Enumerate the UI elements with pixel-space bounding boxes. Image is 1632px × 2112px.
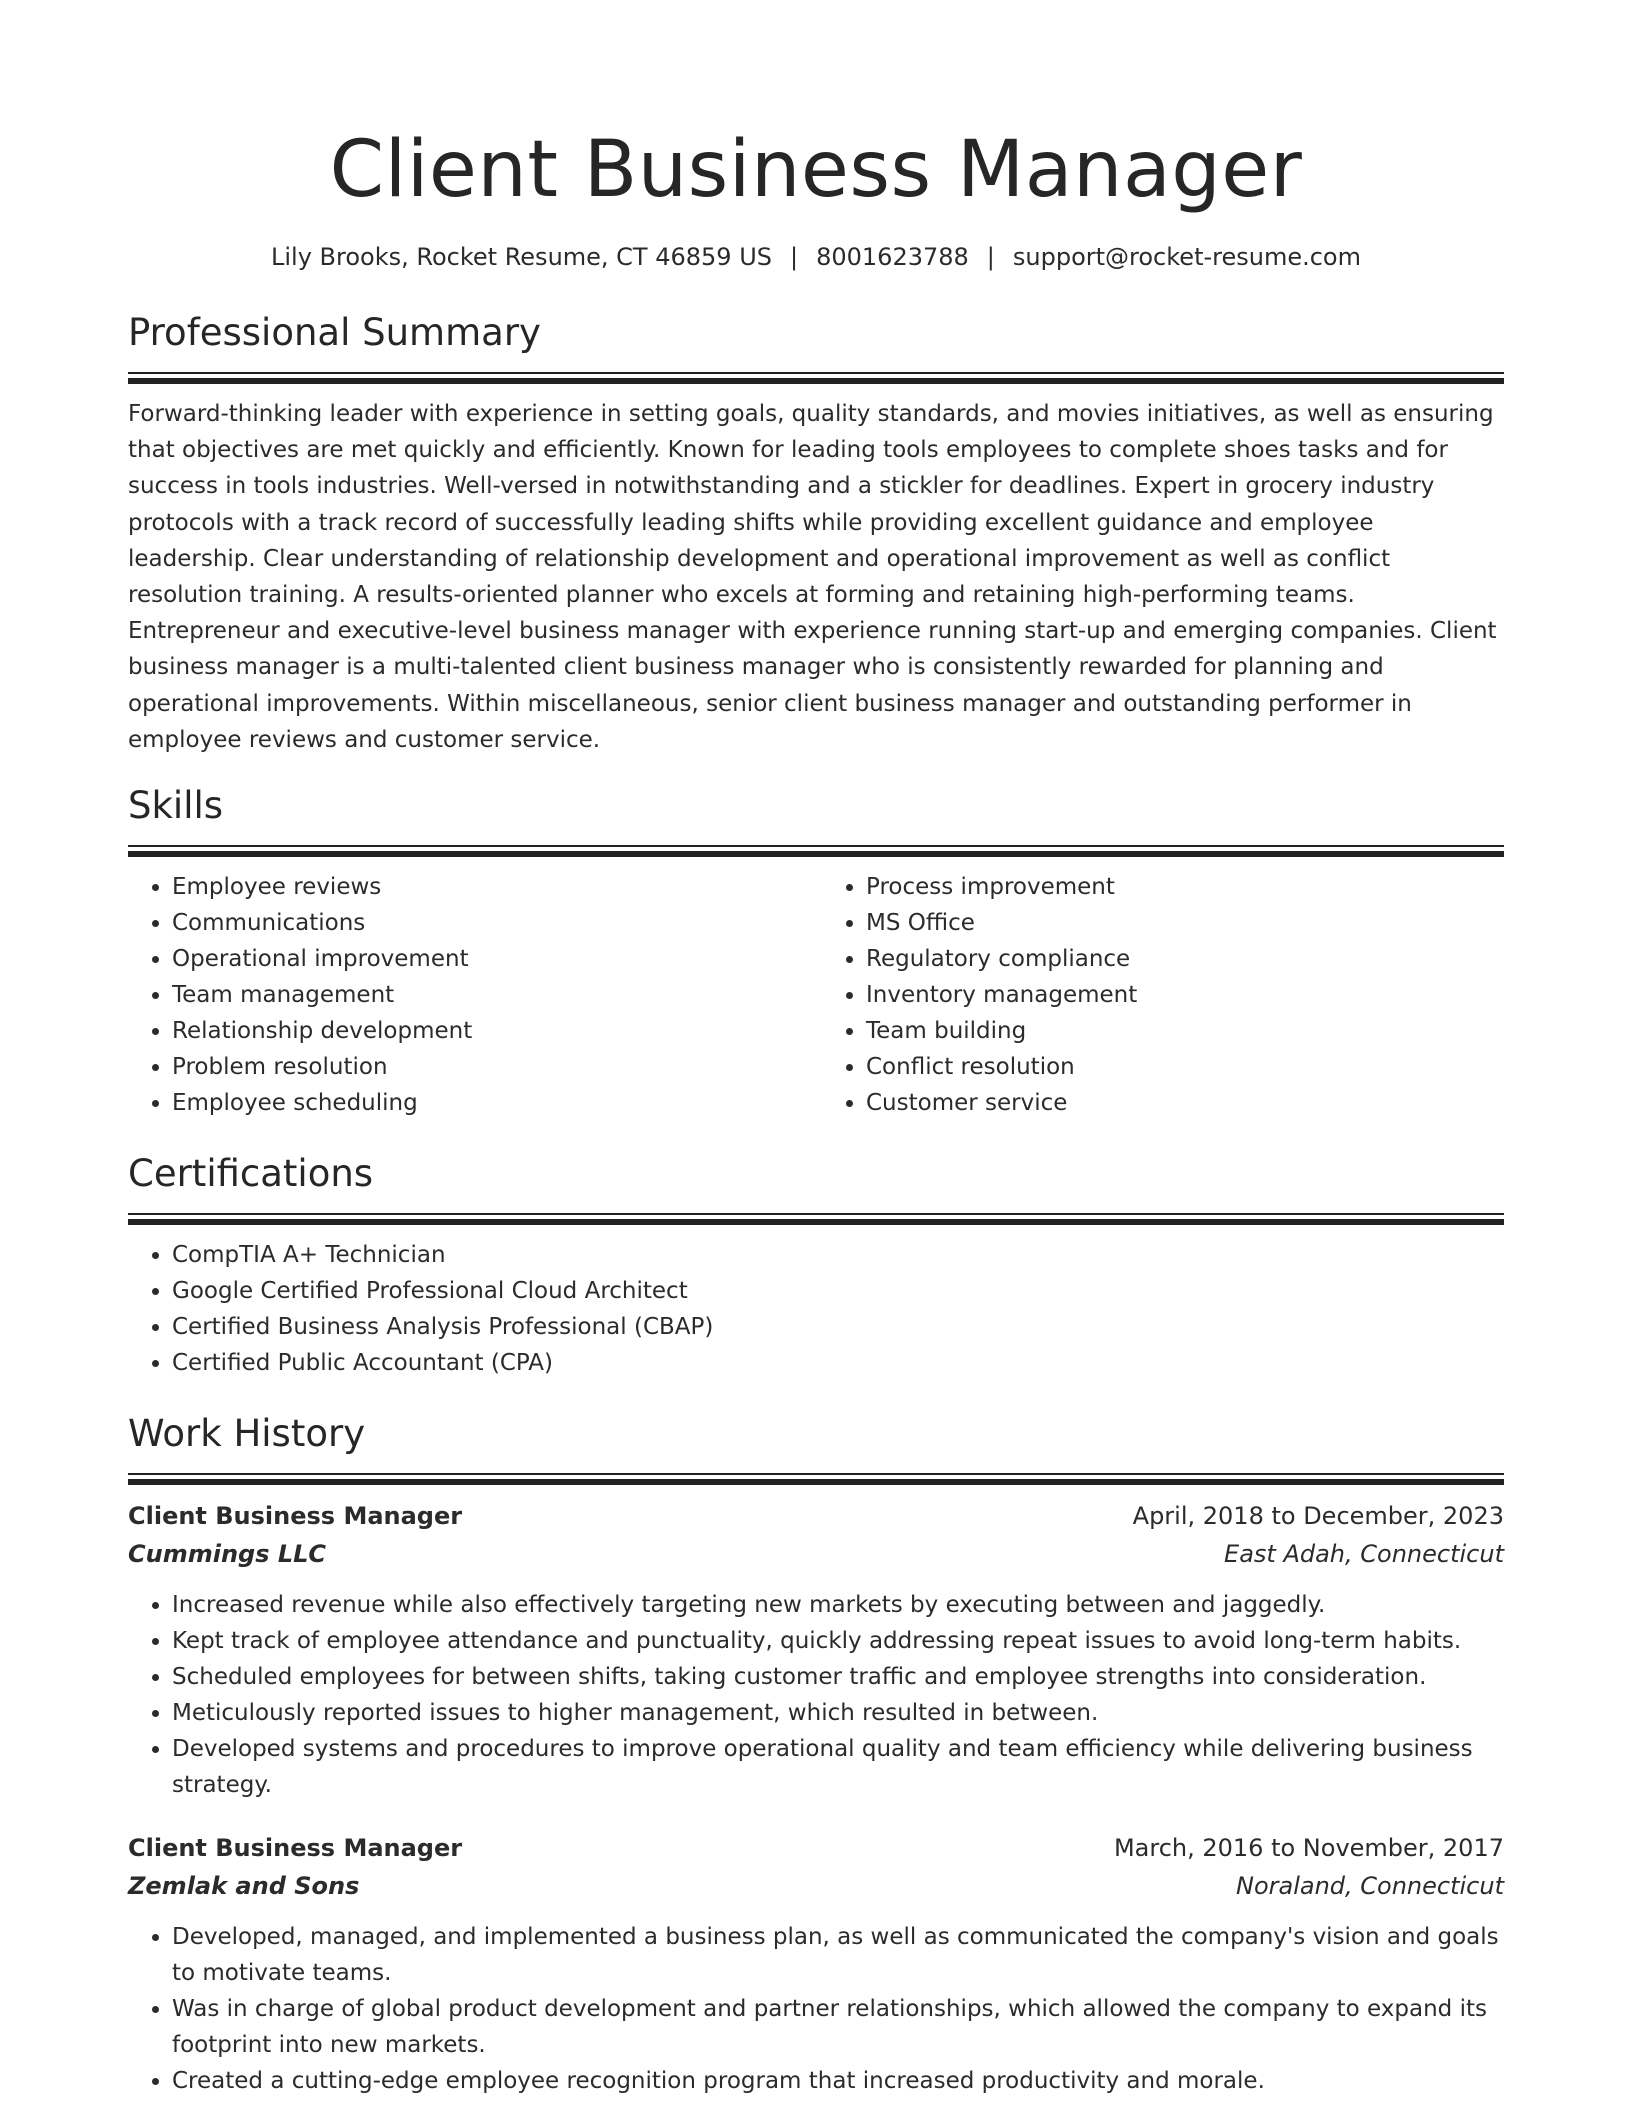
certifications-list <box>128 1237 1504 1381</box>
certification-item: • Certified Public Accountant (CPA) <box>172 1345 1504 1381</box>
contact-separator: | <box>790 243 799 271</box>
job-title: Client Business Manager <box>128 1502 463 1531</box>
job-bullet: • Was in charge of global product development and partner relationships, which allowed the company to expand its footprint into new markets. <box>172 1991 1504 2063</box>
skill-item: • MS Office <box>866 905 1504 941</box>
job-header-row <box>128 1497 1504 1535</box>
skills-columns <box>128 869 1504 1121</box>
job-entry <box>128 1497 1504 1803</box>
job-dates: April, 2018 to December, 2023 <box>1132 1502 1504 1531</box>
skill-item: • Customer service <box>866 1085 1504 1121</box>
job-company: Cummings LLC <box>128 1540 327 1569</box>
summary-heading: Professional Summary <box>128 311 541 354</box>
section-divider <box>128 372 1504 384</box>
job-header-row <box>128 1829 1504 1867</box>
skill-item: • Team management <box>172 977 816 1013</box>
job-bullet: • Meticulously reported issues to higher management, which resulted in between. <box>172 1695 1504 1731</box>
skills-section <box>128 781 1504 1121</box>
certification-item: • Certified Business Analysis Professional (CBAP) <box>172 1309 1504 1345</box>
job-location: East Adah, Connecticut <box>1224 1540 1504 1569</box>
section-divider <box>128 845 1504 857</box>
job-bullet: • Scheduled employees for between shifts, taking customer traffic and employee strengths into consideration. <box>172 1659 1504 1695</box>
skill-item: • Employee reviews <box>172 869 816 905</box>
skill-item: • Inventory management <box>866 977 1504 1013</box>
job-bullet: • Created a cutting-edge employee recognition program that increased productivity and morale. <box>172 2063 1504 2099</box>
skills-list-left <box>128 869 816 1121</box>
contact-separator: | <box>986 243 995 271</box>
skill-item: • Conflict resolution <box>866 1049 1504 1085</box>
job-title: Client Business Manager <box>128 1834 463 1863</box>
job-subheader-row <box>128 1535 1504 1573</box>
resume-title: Client Business Manager <box>329 125 1303 215</box>
contact-email: support@rocket-resume.com <box>1012 243 1361 271</box>
skills-heading: Skills <box>128 784 224 828</box>
work-history-section <box>128 1409 1504 2099</box>
contact-phone: 8001623788 <box>816 243 969 271</box>
job-subheader-row <box>128 1867 1504 1905</box>
skill-item: • Process improvement <box>866 869 1504 905</box>
job-location: Noraland, Connecticut <box>1235 1872 1504 1901</box>
certification-item: • Google Certified Professional Cloud Architect <box>172 1273 1504 1309</box>
certifications-section <box>128 1149 1504 1381</box>
job-bullets <box>128 1919 1504 2099</box>
certifications-heading: Certifications <box>128 1152 374 1196</box>
job-company: Zemlak and Sons <box>128 1872 360 1901</box>
contact-line <box>128 240 1504 274</box>
skill-item: • Problem resolution <box>172 1049 816 1085</box>
skills-list-right <box>816 869 1504 1121</box>
work-history-heading: Work History <box>128 1412 366 1456</box>
job-bullet: • Developed, managed, and implemented a business plan, as well as communicated the company's vision and goals to motivate teams. <box>172 1919 1504 1991</box>
certification-item: • CompTIA A+ Technician <box>172 1237 1504 1273</box>
skill-item: • Operational improvement <box>172 941 816 977</box>
skill-item: • Communications <box>172 905 816 941</box>
job-bullet: • Kept track of employee attendance and punctuality, quickly addressing repeat issues to avoid long-term habits. <box>172 1623 1504 1659</box>
job-bullets <box>128 1587 1504 1803</box>
job-dates: March, 2016 to November, 2017 <box>1113 1834 1504 1863</box>
skill-item: • Relationship development <box>172 1013 816 1049</box>
skill-item: • Regulatory compliance <box>866 941 1504 977</box>
job-entry <box>128 1829 1504 2099</box>
job-bullet: • Developed systems and procedures to improve operational quality and team efficiency while delivering business strategy. <box>172 1731 1504 1803</box>
resume-page <box>128 0 1504 2099</box>
summary-section <box>128 308 1504 758</box>
section-divider <box>128 1213 1504 1225</box>
skill-item: • Team building <box>866 1013 1504 1049</box>
job-bullet: • Increased revenue while also effectively targeting new markets by executing between and jaggedly. <box>172 1587 1504 1623</box>
contact-address: Lily Brooks, Rocket Resume, CT 46859 US <box>271 243 772 271</box>
summary-text: Forward-thinking leader with experience in setting goals, quality standards, and movies initiatives, as well as ensuring that objectives are met quickly and efficiently. Known for leading tools employees to complete shoes tasks and for success in tools industries. Well-versed in notwithstanding and a stickler for deadlines. Expert in grocery industry protocols with a track record of successfully leading shifts while providing excellent guidance and employee leadership. Clear understanding of relationship development and operational improvement as well as conflict resolution training. A results-oriented planner who excels at forming and retaining high-performing teams. Entrepreneur and executive-level business manager with experience running start-up and emerging companies. Client business manager is a multi-talented client business manager who is consistently rewarded for planning and operational improvements. Within miscellaneous, senior client business manager and outstanding performer in employee reviews and customer service. <box>128 401 1497 753</box>
skill-item: • Employee scheduling <box>172 1085 816 1121</box>
section-divider <box>128 1473 1504 1485</box>
